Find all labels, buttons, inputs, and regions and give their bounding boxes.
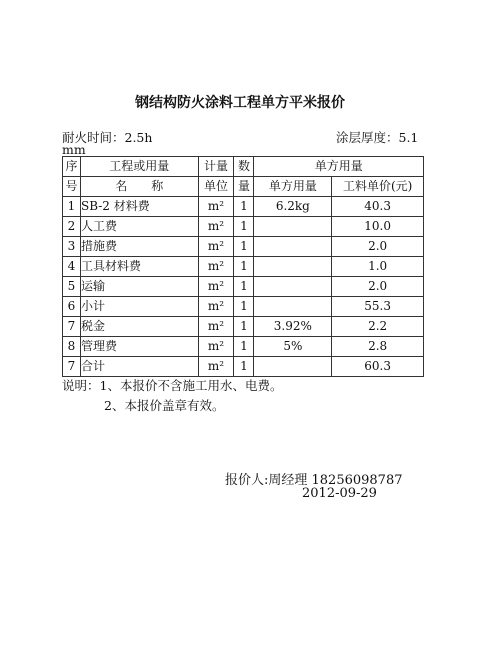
fire-duration: 耐火时间：2.5h (62, 130, 153, 145)
row-seq: 4 (63, 257, 81, 277)
row-name: 人工费 (80, 217, 198, 237)
row-price: 2.0 (332, 277, 424, 297)
row-name: 运输 (80, 277, 198, 297)
row-qty: 1 (234, 277, 254, 297)
row-seq: 8 (63, 337, 81, 357)
row-name: 税金 (80, 317, 198, 337)
row-seq: 6 (63, 297, 81, 317)
table-row (63, 317, 424, 337)
header-unit-use: 单方用量 (254, 157, 424, 177)
note-line-1: 说明：1、本报价不含施工用水、电费。 (62, 378, 283, 393)
row-qty: 1 (234, 257, 254, 277)
row-qty: 1 (234, 217, 254, 237)
quoter-signature: 报价人:周经理 18256098787 (225, 473, 403, 488)
row-price: 1.0 (332, 257, 424, 277)
row-unit: m² (198, 217, 234, 237)
table-row (63, 357, 424, 377)
row-unit: m² (198, 317, 234, 337)
row-seq: 5 (63, 277, 81, 297)
row-unit: m² (198, 277, 234, 297)
row-price: 2.0 (332, 237, 424, 257)
header-sub-price: 工料单价(元) (332, 177, 424, 197)
table-row (63, 277, 424, 297)
row-unit: m² (198, 257, 234, 277)
row-unit: m² (198, 297, 234, 317)
row-price: 55.3 (332, 297, 424, 317)
row-unit: m² (198, 337, 234, 357)
row-qty: 1 (234, 237, 254, 257)
row-price: 2.2 (332, 317, 424, 337)
header-item-2: 名 称 (80, 177, 198, 197)
quote-date: 2012-09-29 (302, 486, 377, 501)
row-seq: 1 (63, 197, 81, 217)
row-seq: 3 (63, 237, 81, 257)
row-qty: 1 (234, 337, 254, 357)
header-unit-1: 计量 (198, 157, 234, 177)
row-usage (254, 357, 332, 377)
row-name: 措施费 (80, 237, 198, 257)
row-unit: m² (198, 197, 234, 217)
row-qty: 1 (234, 197, 254, 217)
row-usage: 6.2kg (254, 197, 332, 217)
header-sub-use: 单方用量 (254, 177, 332, 197)
table-row (63, 237, 424, 257)
row-name: 合计 (80, 357, 198, 377)
row-usage (254, 257, 332, 277)
row-usage: 3.92% (254, 317, 332, 337)
row-unit: m² (198, 357, 234, 377)
row-usage (254, 237, 332, 257)
row-qty: 1 (234, 297, 254, 317)
note-line-2: 2、本报价盖章有效。 (104, 398, 225, 413)
header-seq-2: 号 (63, 177, 81, 197)
header-unit-2: 单位 (198, 177, 234, 197)
table-row (63, 337, 424, 357)
row-seq: 7 (63, 317, 81, 337)
document-title: 钢结构防火涂料工程单方平米报价 (135, 95, 345, 111)
row-usage (254, 277, 332, 297)
table-row (63, 257, 424, 277)
row-name: 小计 (80, 297, 198, 317)
row-seq: 7 (63, 357, 81, 377)
row-seq: 2 (63, 217, 81, 237)
row-name: 工具材料费 (80, 257, 198, 277)
table-row (63, 197, 424, 217)
row-price: 60.3 (332, 357, 424, 377)
row-usage (254, 217, 332, 237)
row-usage: 5% (254, 337, 332, 357)
row-usage (254, 297, 332, 317)
table-row (63, 297, 424, 317)
row-price: 40.3 (332, 197, 424, 217)
row-name: 管理费 (80, 337, 198, 357)
quote-table (62, 156, 424, 377)
row-price: 2.8 (332, 337, 424, 357)
header-qty-1: 数 (234, 157, 254, 177)
row-name: SB-2 材料费 (80, 197, 198, 217)
header-qty-2: 量 (234, 177, 254, 197)
header-item-1: 工程或用量 (80, 157, 198, 177)
row-qty: 1 (234, 357, 254, 377)
thickness-unit: mm (62, 142, 86, 157)
coat-thickness: 涂层厚度：5.1 (336, 130, 419, 145)
row-unit: m² (198, 237, 234, 257)
row-price: 10.0 (332, 217, 424, 237)
header-seq-1: 序 (63, 157, 81, 177)
table-row (63, 217, 424, 237)
row-qty: 1 (234, 317, 254, 337)
